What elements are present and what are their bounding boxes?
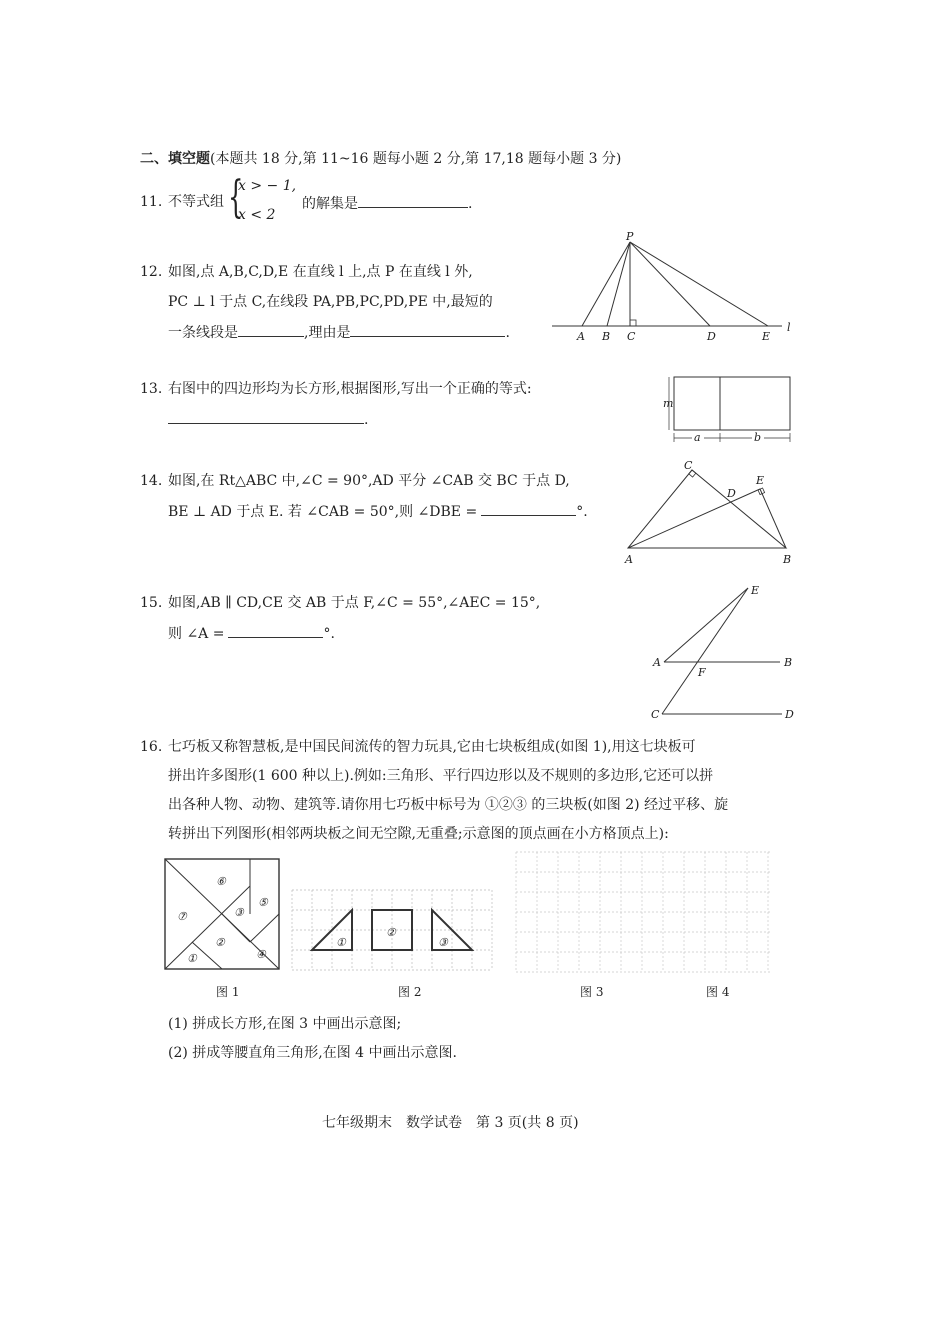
tangram-piece-7: ⑦ — [177, 910, 187, 923]
q16-line2: 拼出许多图形(1 600 种以上).例如:三角形、平行四边形以及不规则的多边形,它还可以拼 — [168, 768, 714, 784]
q13-figure — [660, 372, 800, 447]
q14-line2 — [168, 501, 588, 521]
q13-answer-blank[interactable] — [168, 409, 364, 424]
q12-label-l: l — [787, 321, 791, 334]
q15-label-E: E — [751, 584, 760, 597]
q14-label-C: C — [684, 459, 693, 472]
q12-line2: PC ⊥ l 于点 C,在线段 PA,PB,PC,PD,PE 中,最短的 — [168, 294, 493, 310]
tangram-piece-6: ⑥ — [216, 875, 226, 888]
tangram-piece-4: ④ — [256, 948, 266, 961]
figure-4-caption: 图 4 — [706, 985, 730, 999]
q14-line2-b: °. — [576, 504, 588, 520]
q12-label-A: A — [577, 330, 585, 343]
q14-number: 14. — [140, 473, 163, 489]
q12-number: 12. — [140, 264, 163, 280]
tangram-piece-2: ② — [215, 936, 225, 949]
q15-answer-blank[interactable] — [228, 623, 323, 638]
q16-figure-2-grid — [292, 890, 494, 974]
q11-inequality-2: x < 2 — [238, 207, 276, 223]
section-title: 二、填空题 — [140, 151, 210, 167]
figure2-piece-2: ② — [386, 926, 396, 939]
q11-prefix: 不等式组 — [168, 194, 224, 210]
q15-line2-b: °. — [323, 626, 335, 642]
q12-figure — [550, 230, 800, 345]
figure-3-caption: 图 3 — [580, 985, 604, 999]
q13-label-a: a — [694, 431, 701, 444]
q11-number: 11. — [140, 194, 163, 210]
q15-figure — [648, 580, 798, 725]
q14-label-E: E — [756, 474, 765, 487]
q15-label-C: C — [651, 708, 660, 721]
q14-label-D: D — [727, 487, 736, 500]
page-footer: 七年级期末 数学试卷 第 3 页(共 8 页) — [322, 1115, 579, 1131]
q11-brace: { — [228, 172, 244, 223]
q15-label-A: A — [653, 656, 661, 669]
q13-label-m: m — [663, 397, 674, 410]
q16-subquestion-1: (1) 拼成长方形,在图 3 中画出示意图; — [168, 1016, 402, 1032]
q13-label-b: b — [754, 431, 762, 444]
q12-label-E: E — [762, 330, 771, 343]
q15-line2-a: 则 ∠A = — [168, 626, 225, 642]
q12-line3-b: ,理由是 — [304, 325, 351, 341]
q12-label-C: C — [627, 330, 636, 343]
q14-label-B: B — [783, 553, 792, 566]
q15-label-D: D — [785, 708, 794, 721]
q12-line1: 如图,点 A,B,C,D,E 在直线 l 上,点 P 在直线 l 外, — [168, 264, 473, 280]
q16-number: 16. — [140, 739, 163, 755]
figure-1-caption: 图 1 — [216, 985, 240, 999]
q12-line3-c: . — [505, 325, 510, 341]
q16-line4: 转拼出下列图形(相邻两块板之间无空隙,无重叠;示意图的顶点画在小方格顶点上): — [168, 826, 669, 842]
section-note: (本题共 18 分,第 11~16 题每小题 2 分,第 17,18 题每小题 3 分) — [210, 151, 622, 167]
q12-label-D: D — [707, 330, 716, 343]
figure2-piece-1: ① — [336, 936, 346, 949]
q16-subquestion-2: (2) 拼成等腰直角三角形,在图 4 中画出示意图. — [168, 1045, 457, 1061]
q14-answer-blank[interactable] — [481, 501, 576, 516]
q16-figure-3-grid[interactable] — [516, 852, 772, 974]
q11-suffix — [302, 193, 472, 213]
q16-line3: 出各种人物、动物、建筑等.请你用七巧板中标号为 ①②③ 的三块板(如图 2) 经过平移、旋 — [168, 797, 729, 813]
q13-end: . — [364, 412, 369, 428]
q12-answer-blank-1[interactable] — [238, 322, 304, 337]
figure2-piece-3: ③ — [438, 936, 448, 949]
q12-label-B: B — [602, 330, 611, 343]
tangram-piece-1: ① — [187, 952, 197, 965]
q15-label-B: B — [784, 656, 793, 669]
q16-figure-1-tangram — [164, 858, 282, 972]
q11-suffix-text: 的解集是 — [302, 196, 358, 212]
q12-answer-blank-2[interactable] — [350, 322, 505, 337]
q15-line1: 如图,AB ∥ CD,CE 交 AB 于点 F,∠C = 55°,∠AEC = 15°, — [168, 595, 541, 611]
figure-2-caption: 图 2 — [398, 985, 422, 999]
q15-number: 15. — [140, 595, 163, 611]
q11-end: . — [468, 196, 473, 212]
section-heading — [140, 150, 621, 168]
q13-line2 — [168, 409, 368, 429]
q14-label-A: A — [625, 553, 633, 566]
tangram-piece-5: ⑤ — [258, 896, 268, 909]
q15-label-F: F — [698, 666, 706, 679]
q12-label-P: P — [626, 230, 634, 243]
q13-number: 13. — [140, 381, 163, 397]
q12-line3-a: 一条线段是 — [168, 325, 238, 341]
q14-line1: 如图,在 Rt△ABC 中,∠C = 90°,AD 平分 ∠CAB 交 BC 于点 D, — [168, 473, 570, 489]
q16-line1: 七巧板又称智慧板,是中国民间流传的智力玩具,它由七块板组成(如图 1),用这七块板可 — [168, 739, 696, 755]
tangram-piece-3: ③ — [234, 906, 244, 919]
q13-line1: 右图中的四边形均为长方形,根据图形,写出一个正确的等式: — [168, 381, 532, 397]
q15-line2 — [168, 623, 335, 643]
q11-answer-blank[interactable] — [358, 193, 468, 208]
q12-line3 — [168, 322, 510, 342]
q11-inequality-1: x > − 1, — [238, 178, 297, 194]
q14-line2-a: BE ⊥ AD 于点 E. 若 ∠CAB = 50°,则 ∠DBE = — [168, 504, 478, 520]
q14-figure — [620, 460, 800, 570]
